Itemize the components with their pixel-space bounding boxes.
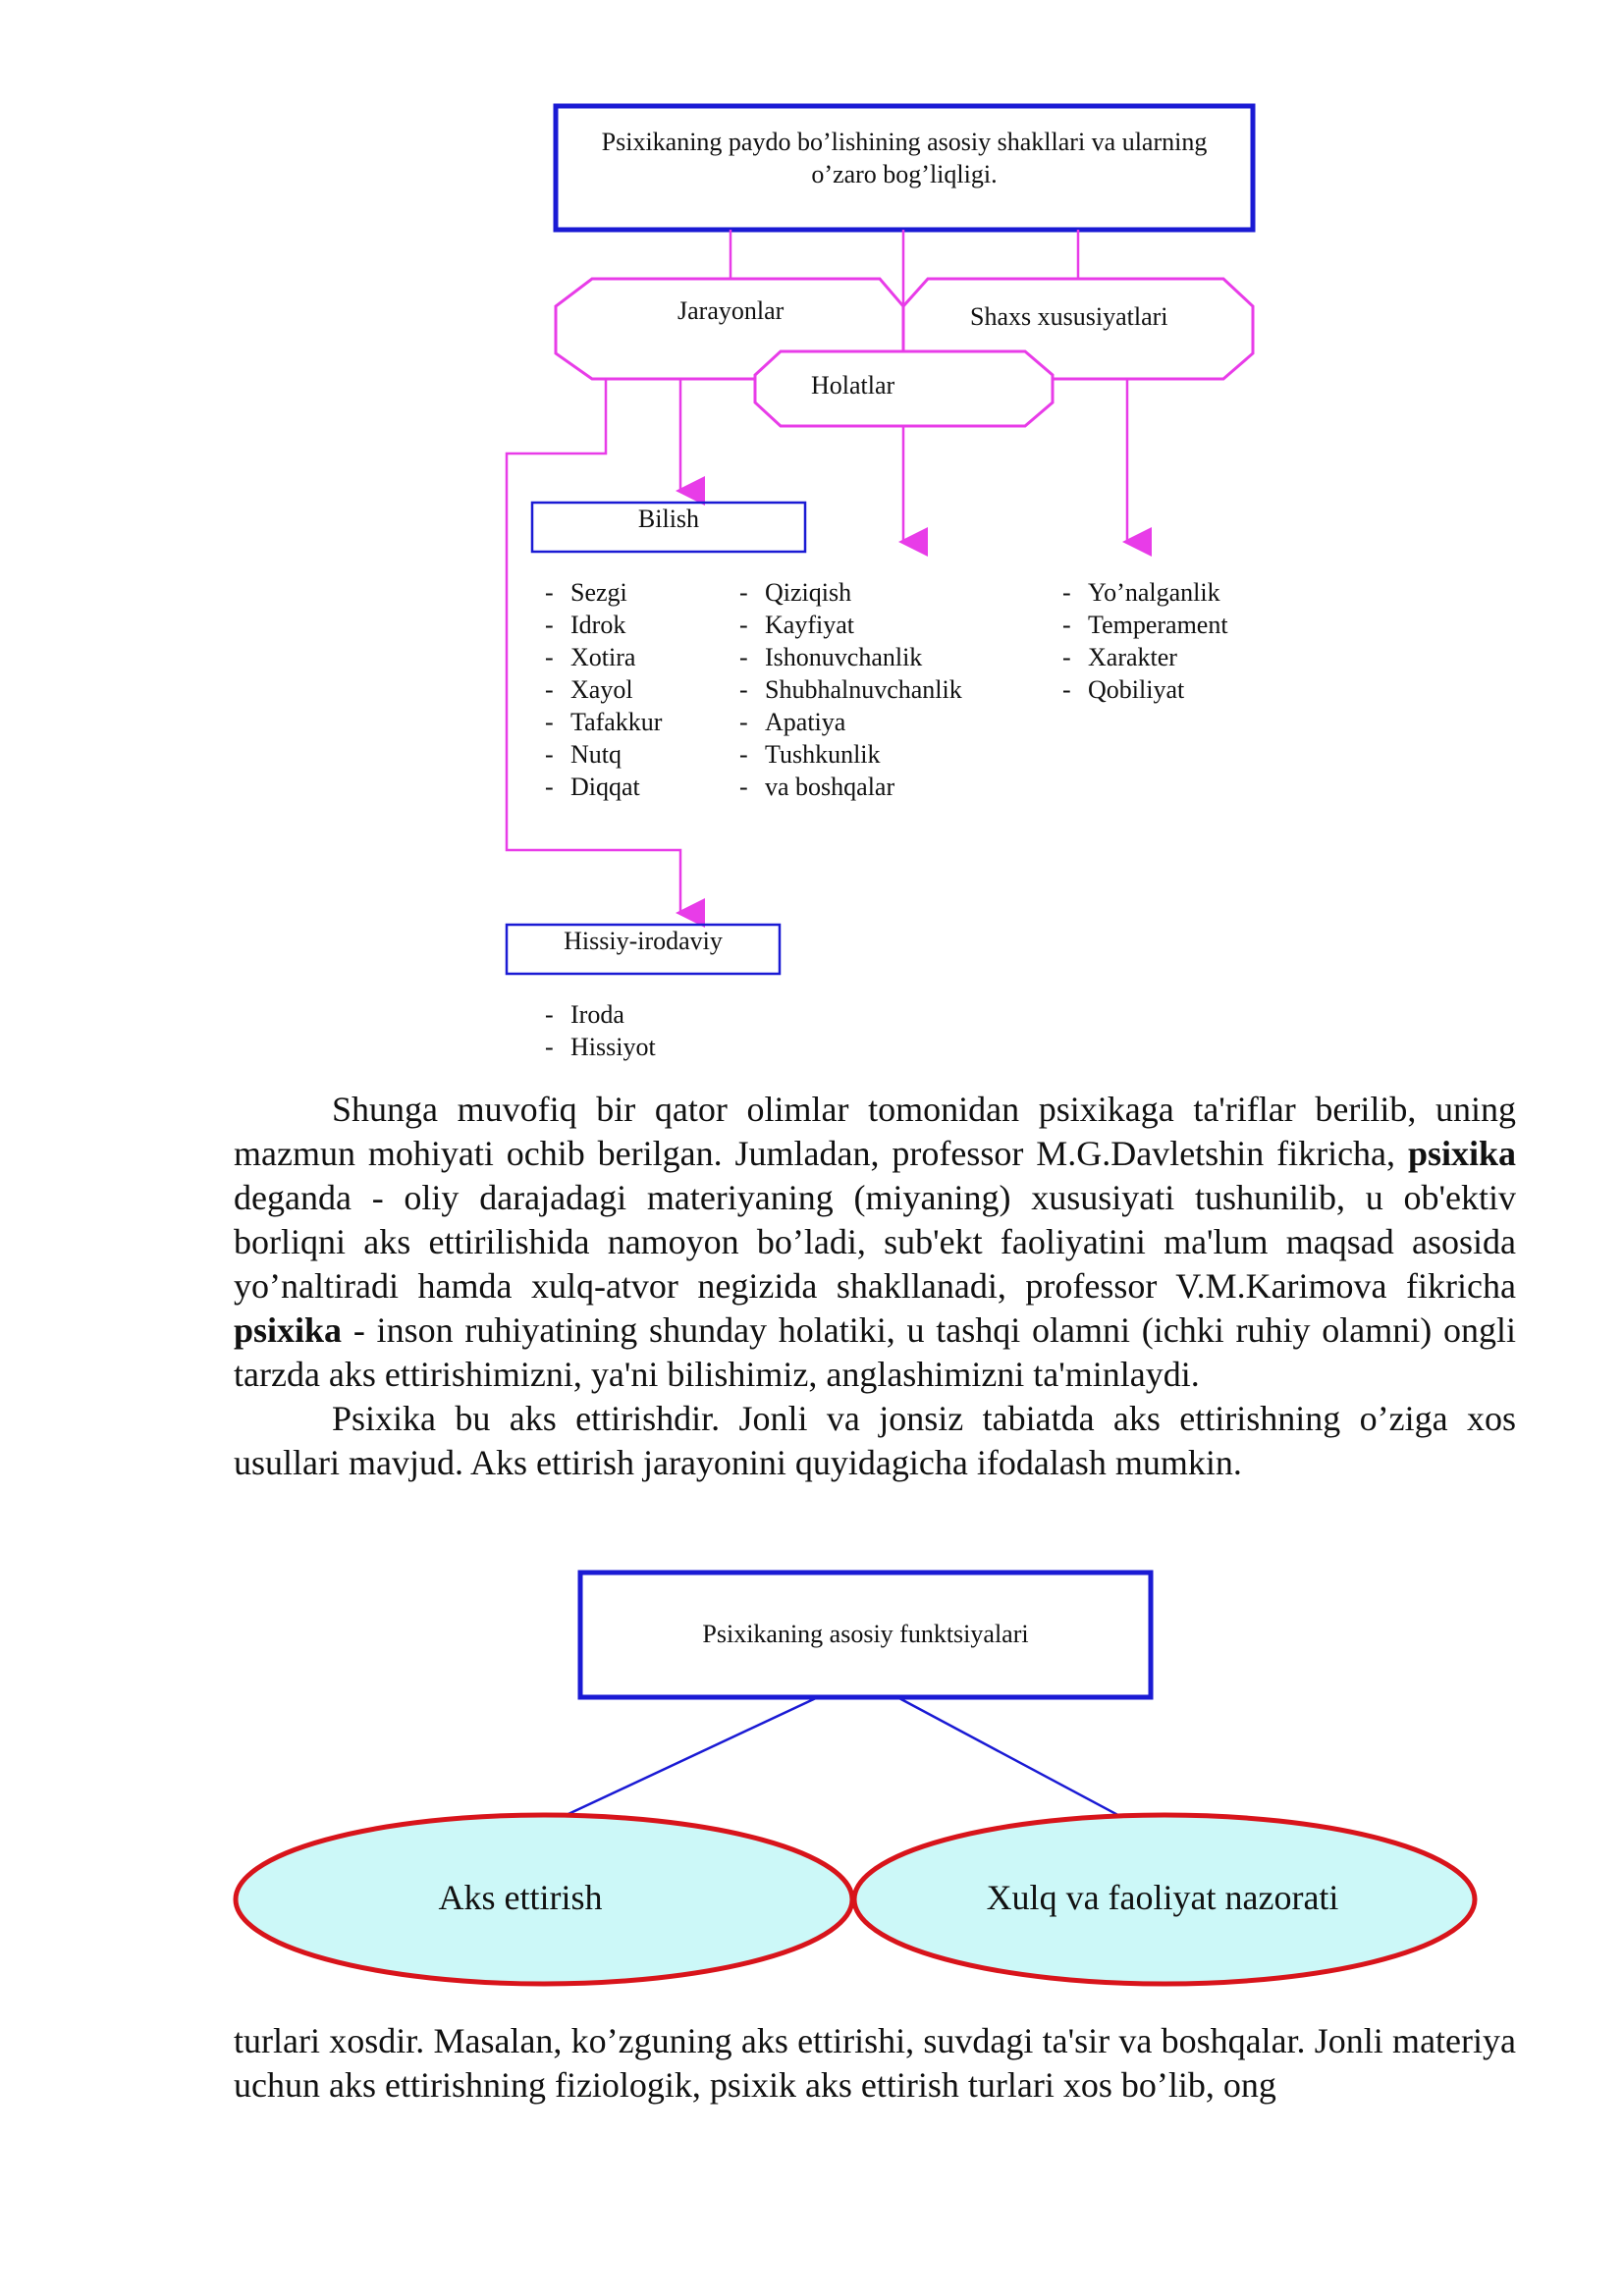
list-item: - Yo’nalganlik bbox=[1062, 576, 1228, 609]
list-item: - Tushkunlik bbox=[739, 738, 962, 771]
octagon-holatlar bbox=[755, 351, 1053, 426]
list-item: - Xarakter bbox=[1062, 641, 1228, 673]
ellipse-left-label: Aks ettirish bbox=[438, 1878, 603, 1917]
term-psixika: psixika bbox=[234, 1310, 343, 1350]
list-item: - Ishonuvchanlik bbox=[739, 641, 962, 673]
list-item: - Nutq bbox=[545, 738, 662, 771]
list-hissiy bbox=[545, 998, 656, 1063]
paragraph-continuation: turlari xosdir. Masalan, ko’zguning aks ettirishi, suvdagi ta'sir va boshqalar. Jonli materiya uchun aks ettirishning fiziologik, psixik aks ettirish turlari xos bo’lib, ong bbox=[234, 2021, 1516, 2105]
list-shaxs bbox=[1062, 576, 1228, 706]
list-item: - Diqqat bbox=[545, 771, 662, 803]
node-jarayonlar-label: Jarayonlar bbox=[677, 296, 785, 325]
list-holatlar bbox=[739, 576, 962, 803]
list-item: - Shubhalnuvchanlik bbox=[739, 673, 962, 706]
forms-diagram-title: Psixikaning paydo bo’lishining asosiy shakllari va ularning o’zaro bog’liqligi. bbox=[601, 128, 1208, 188]
list-item: - Idrok bbox=[545, 609, 662, 641]
list-item: - Xotira bbox=[545, 641, 662, 673]
paragraph-reflection: Psixika bu aks ettirishdir. Jonli va jonsiz tabiatda aks ettirishning o’ziga xos usullari mavjud. Aks ettirish jarayonini quyidagicha ifodalash mumkin. bbox=[234, 1399, 1516, 1482]
node-bilish-label: Bilish bbox=[637, 505, 700, 533]
list-item: - Hissiyot bbox=[545, 1031, 656, 1063]
node-hissiy-label: Hissiy-irodaviy bbox=[564, 927, 723, 955]
list-item: - Temperament bbox=[1062, 609, 1228, 641]
node-holatlar-label: Holatlar bbox=[811, 371, 895, 400]
list-item: - Iroda bbox=[545, 998, 656, 1031]
connector-line-left bbox=[556, 1697, 818, 1820]
list-item: - Qiziqish bbox=[739, 576, 962, 609]
list-item: - Kayfiyat bbox=[739, 609, 962, 641]
list-item: - va boshqalar bbox=[739, 771, 962, 803]
list-item: - Apatiya bbox=[739, 706, 962, 738]
node-shaxs-label: Shaxs xususiyatlari bbox=[970, 302, 1168, 331]
paragraph-definitions: Shunga muvofiq bir qator olimlar tomonidan psixikaga ta'riflar berilib, uning mazmun mohiyati ochib berilgan. Jumladan, professor M.G.Davletshin fikricha, psixika deganda - oliy darajadagi materiyaning (miyaning) xususiyati tushunilib, u ob'ektiv borliqni aks ettirilishida namoyon bo’ladi, sub'ekt faoliyatini ma'lum maqsad asosida yo’naltiradi hamda xulq-atvor negizida shakllanadi, professor V.M.Karimova fikricha psixika - inson ruhiyatining shunday holatiki, u tashqi olamni (ichki ruhiy olamni) ongli tarzda aks ettirishimizni, ya'ni bilishimiz, anglashimizni ta'minlaydi. Psixika bu aks ettirishdir. Jonli va jonsiz tabiatda aks ettirishning o’ziga xos usullari mavjud. Aks ettirish jarayonini quyidagicha ifodalash mumkin. bbox=[234, 1088, 1516, 1485]
list-bilish bbox=[545, 576, 662, 803]
functions-title: Psixikaning asosiy funktsiyalari bbox=[702, 1620, 1029, 1648]
list-item: - Qobiliyat bbox=[1062, 673, 1228, 706]
list-item: - Tafakkur bbox=[545, 706, 662, 738]
list-item: - Xayol bbox=[545, 673, 662, 706]
connector-line-right bbox=[897, 1697, 1127, 1820]
list-item: - Sezgi bbox=[545, 576, 662, 609]
term-psixika: psixika bbox=[1407, 1134, 1516, 1173]
ellipse-right-label: Xulq va faoliyat nazorati bbox=[986, 1878, 1339, 1917]
